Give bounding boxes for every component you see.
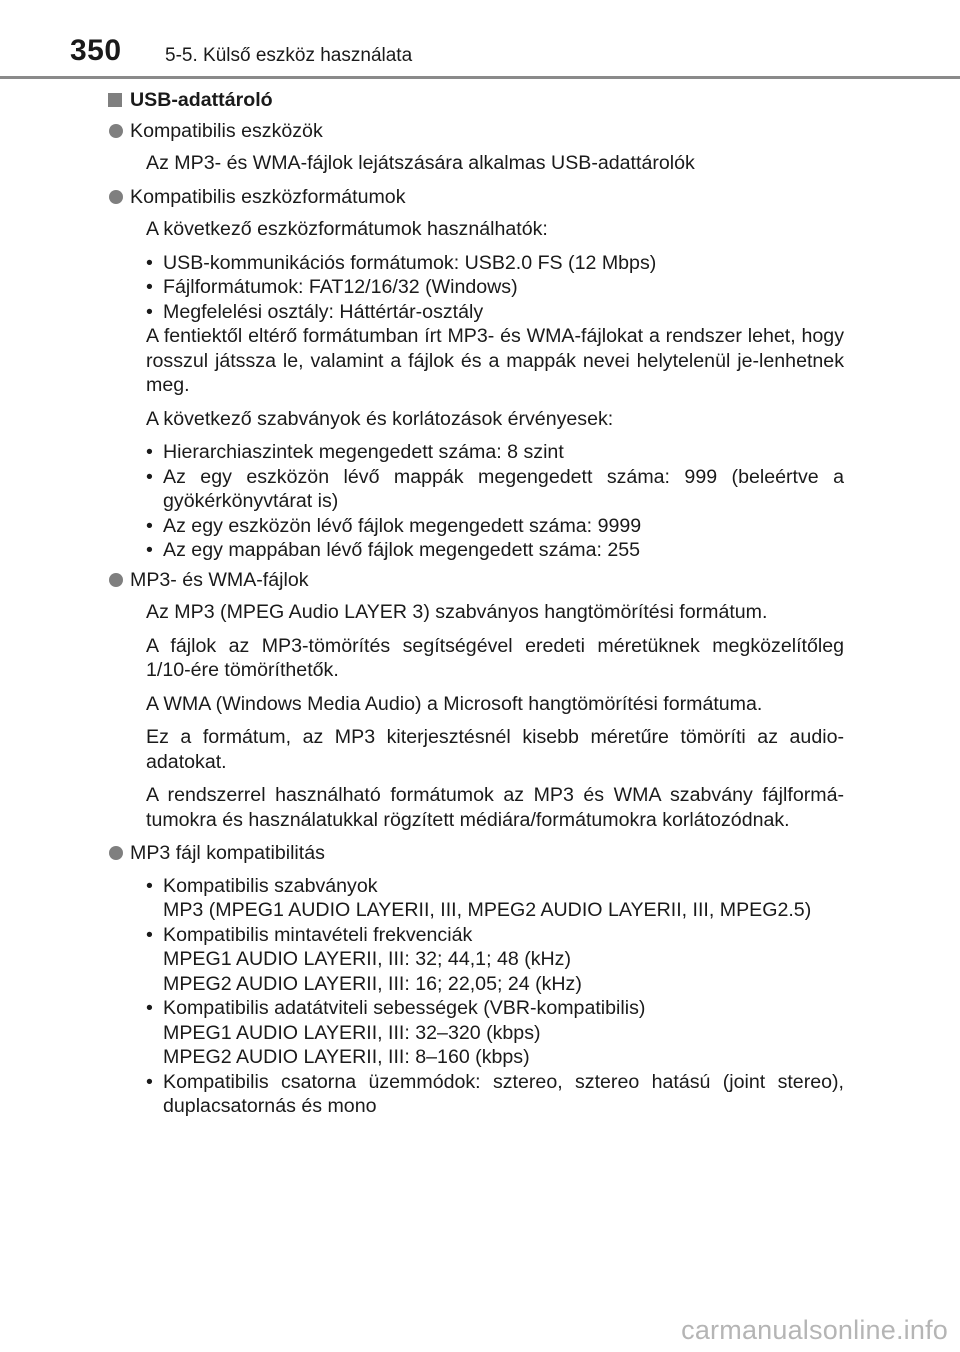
circle-bullet-icon (109, 573, 123, 587)
mp3-wma-paragraph: A fájlok az MP3-tömörítés segítségével eredeti méretüknek megközelítőleg 1/10-ére tömöríthetők. (146, 634, 844, 681)
subheading-text: MP3- és WMA-fájlok (130, 568, 309, 591)
device-formats-list (108, 251, 844, 325)
limits-intro: A következő szabványok és korlátozások érvényesek: (146, 407, 614, 430)
mp3-wma-paragraph: A WMA (Windows Media Audio) a Microsoft hangtömörítési formátuma. (146, 692, 763, 715)
square-bullet-icon (108, 93, 122, 107)
subheading-text: Kompatibilis eszközformátumok (130, 185, 406, 208)
mp3-wma-paragraph: Ez a formátum, az MP3 kiterjesztésnél kisebb méretűre tömöríti az audio-adatokat. (146, 726, 844, 773)
page-number: 350 (70, 34, 122, 67)
circle-bullet-icon (109, 190, 123, 204)
limits-list (108, 440, 844, 563)
mp3-wma-paragraph: Az MP3 (MPEG Audio LAYER 3) szabványos hangtömörítési formátum. (146, 601, 768, 623)
compat-devices-text: Az MP3- és WMA-fájlok lejátszására alkalmas USB-adattárolók (146, 152, 695, 174)
mp3-wma-paragraph: A rendszerrel használható formátumok az MP3 és WMA szabvány fájlformá-tumokra és használatukkal rögzített médiára/formátumokra korlátozódnak. (146, 784, 844, 831)
list-item: • Kompatibilis szabványok MP3 (MPEG1 AUDIO LAYERII, III, MPEG2 AUDIO LAYERII, III, MPEG2.5) (146, 874, 812, 921)
usb-storage-heading (108, 88, 844, 113)
list-item: • Megfelelési osztály: Háttértár-osztály (146, 300, 484, 323)
list-item: • Kompatibilis adatátviteli sebességek (VBR-kompatibilis) MPEG1 AUDIO LAYERII, III: 32–320 (kbps) MPEG2 AUDIO LAYERII, III: 8–160 (kbps) (146, 997, 646, 1068)
subheading-text: Kompatibilis eszközök (130, 119, 323, 142)
compat-devices-heading (108, 119, 844, 144)
page-header (0, 0, 960, 80)
heading-text: USB-adattároló (130, 89, 273, 111)
list-item: • Fájlformátumok: FAT12/16/32 (Windows) (146, 276, 518, 298)
list-item: • Kompatibilis csatorna üzemmódok: sztereo, sztereo hatású (joint stereo), duplacsatornás és mono (146, 1070, 844, 1117)
section-title: 5-5. Külső eszköz használata (165, 45, 413, 66)
page-content (108, 88, 844, 1128)
circle-bullet-icon (109, 846, 123, 860)
device-formats-heading (108, 185, 844, 210)
list-item: • Az egy mappában lévő fájlok megengedett száma: 255 (146, 539, 641, 561)
watermark-text: carmanualsonline.info (681, 1315, 948, 1345)
circle-bullet-icon (109, 124, 123, 138)
list-item: • Az egy eszközön lévő mappák megengedett száma: 999 (beleértve a gyökérkönyvtárat is) (146, 465, 844, 512)
list-item: • Az egy eszközön lévő fájlok megengedett száma: 9999 (146, 514, 642, 537)
format-warning-text: A fentiektől eltérő formátumban írt MP3- és WMA-fájlokat a rendszer lehet, hogy rosszul játssza le, valamint a fájlok és a mappák nevei helytelenül je-lenhetnek meg. (146, 325, 844, 396)
list-item: • Kompatibilis mintavételi frekvenciák MPEG1 AUDIO LAYERII, III: 32; 44,1; 48 (kHz) MPEG2 AUDIO LAYERII, III: 16; 22,05; 24 (kHz) (146, 923, 582, 995)
subheading-text: MP3 fájl kompatibilitás (130, 842, 325, 864)
mp3-wma-heading (108, 568, 844, 593)
mp3-compat-heading (108, 841, 844, 866)
mp3-compat-list (108, 874, 844, 1119)
device-formats-intro: A következő eszközformátumok használhatók: (146, 218, 548, 240)
list-item: • Hierarchiaszintek megengedett száma: 8 szint (146, 441, 564, 463)
list-item: • USB-kommunikációs formátumok: USB2.0 FS (12 Mbps) (146, 251, 657, 274)
header-divider (0, 76, 960, 79)
